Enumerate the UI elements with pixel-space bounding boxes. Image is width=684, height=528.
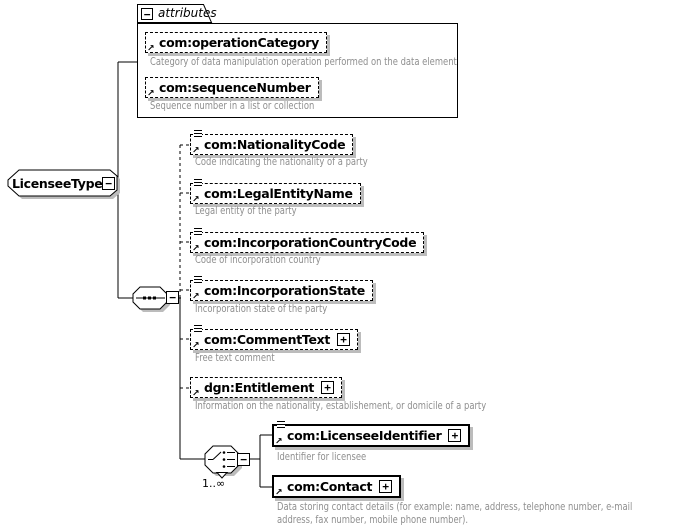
root-type-label: LicenseeType — [12, 176, 103, 191]
reference-arrow-icon: ↗ — [275, 437, 283, 447]
element-name: com:IncorporationState — [204, 283, 365, 298]
element-description: Identifier for licensee — [277, 451, 367, 463]
reference-arrow-icon: ↗ — [192, 146, 200, 156]
element-description: Information on the nationality, establishement, or domicile of a party — [195, 400, 487, 412]
element-name: com:NationalityCode — [204, 137, 346, 152]
element-description: Free text comment — [195, 352, 275, 364]
sequence-collapse-button[interactable]: − — [166, 291, 179, 304]
occurrence-label: 1..∞ — [202, 477, 226, 490]
reference-arrow-icon: ↗ — [192, 389, 200, 399]
choice-collapse-button[interactable]: − — [237, 453, 250, 466]
expand-button[interactable]: + — [337, 333, 350, 346]
root-collapse-button[interactable]: − — [102, 177, 115, 190]
reference-arrow-icon: ↗ — [147, 44, 155, 54]
reference-arrow-icon: ↗ — [192, 292, 200, 302]
expand-button[interactable]: + — [448, 429, 461, 442]
attributes-tab-label: attributes — [158, 6, 217, 20]
element-name: com:LegalEntityName — [204, 186, 353, 201]
sequence-compositor-icon[interactable] — [133, 287, 170, 312]
attributes-collapse-button[interactable]: − — [141, 8, 153, 20]
attribute-description: Category of data manipulation operation performed on the data element — [150, 56, 457, 68]
attribute-name: com:operationCategory — [159, 35, 319, 50]
reference-arrow-icon: ↗ — [192, 244, 200, 254]
reference-arrow-icon: ↗ — [275, 488, 283, 498]
expand-button[interactable]: + — [379, 480, 392, 493]
element-name: com:IncorporationCountryCode — [204, 235, 417, 250]
element-name: dgn:Entitlement — [204, 380, 315, 395]
element-name: com:CommentText — [204, 332, 331, 347]
element-description: Data storing contact details (for example: name, address, telephone number, e-mail address, fax number, mobile phone number). — [277, 501, 633, 526]
element-name: com:Contact — [287, 479, 373, 494]
expand-button[interactable]: + — [321, 381, 334, 394]
element-name: com:LicenseeIdentifier — [287, 428, 442, 443]
attribute-description: Sequence number in a list or collection — [150, 100, 315, 112]
element-description: Code indicating the nationality of a party — [195, 156, 368, 168]
element-description: Incorporation state of the party — [195, 303, 328, 315]
reference-arrow-icon: ↗ — [147, 89, 155, 99]
reference-arrow-icon: ↗ — [192, 195, 200, 205]
element-description: Code of incorporation country — [195, 254, 321, 266]
attribute-name: com:sequenceNumber — [159, 80, 311, 95]
reference-arrow-icon: ↗ — [192, 341, 200, 351]
element-description: Legal entity of the party — [195, 205, 297, 217]
